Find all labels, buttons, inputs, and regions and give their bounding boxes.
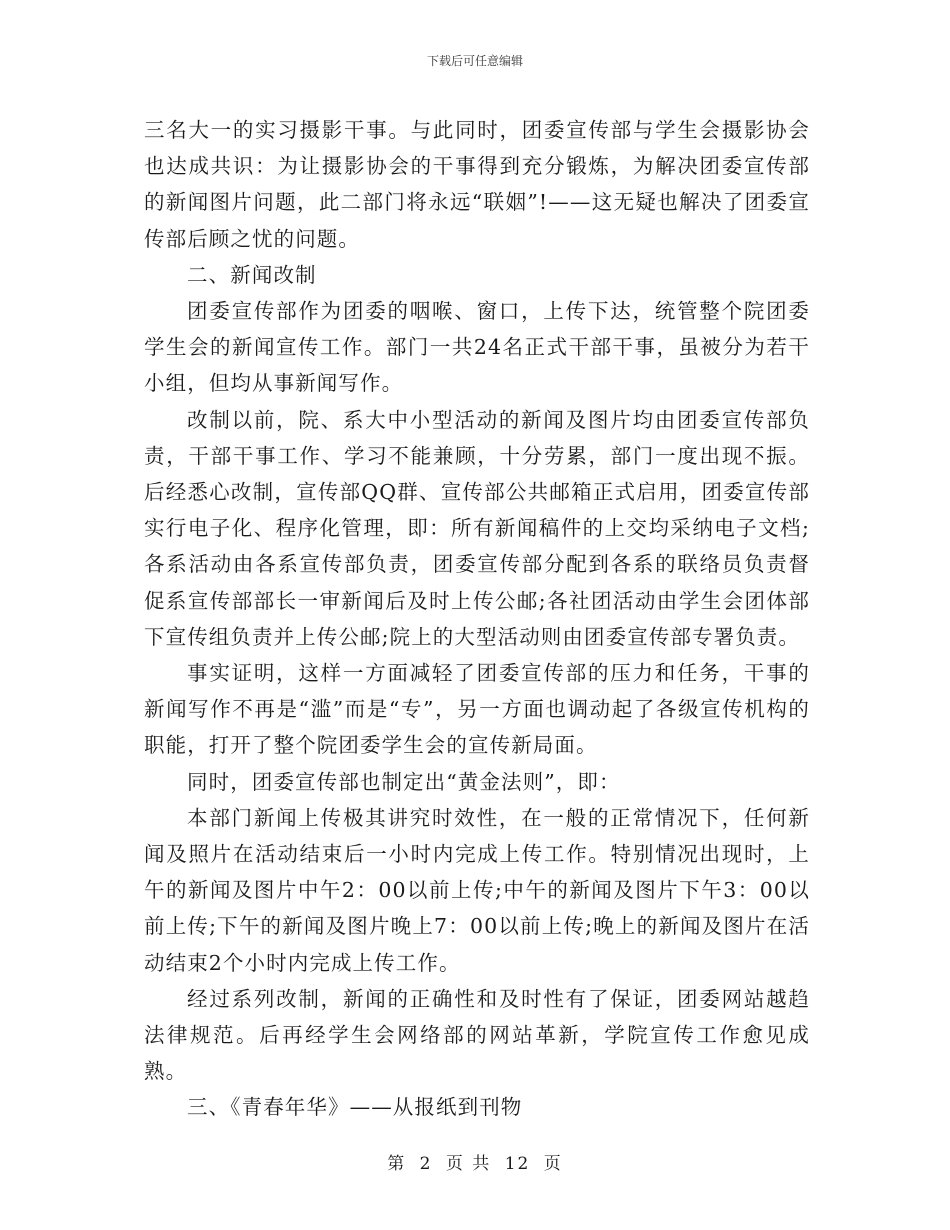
paragraph-4: 改制以前，院、系大中小型活动的新闻及图片均由团委宣传部负责，干部干事工作、学习不能兼顾，十分劳累，部门一度出现不振。后经悉心改制，宣传部QQ群、宣传部公共邮箱正式启用，团委宣传部实行电子化、程序化管理，即：所有新闻稿件的上交均采纳电子文档;各系活动由各系宣传部负责，团委宣传部分配到各系的联络员负责督促系宣传部部长一审新闻后及时上传公邮;各社团活动由学生会团体部下宣传组负责并上传公邮;院上的大型活动则由团委宣传部专署负责。 bbox=[144, 407, 810, 649]
page-header bbox=[0, 54, 950, 68]
header-text: 下载后可任意编辑 bbox=[426, 54, 523, 68]
section-heading-youth-magazine: 三、《青春年华》——从报纸到刊物 bbox=[187, 1095, 523, 1120]
footer-suffix: 页 bbox=[543, 1154, 563, 1174]
paragraph-8: 经过系列改制，新闻的正确性和及时性有了保证，团委网站越趋法律规范。后再经学生会网络部的网站革新，学院宣传工作愈见成熟。 bbox=[144, 986, 810, 1084]
paragraph-1: 三名大一的实习摄影干事。与此同时，团委宣传部与学生会摄影协会也达成共识：为让摄影协会的干事得到充分锻炼，为解决团委宣传部的新闻图片问题，此二部门将永远“联姻”!——这无疑也解决了团委宣传部后顾之忧的问题。 bbox=[144, 118, 810, 251]
page-footer bbox=[0, 1154, 950, 1174]
paragraph-6: 同时，团委宣传部也制定出“黄金法则”，即： bbox=[187, 769, 621, 794]
paragraph-3: 团委宣传部作为团委的咽喉、窗口，上传下达，统管整个院团委学生会的新闻宣传工作。部门一共24名正式干部干事，虽被分为若干小组，但均从事新闻写作。 bbox=[144, 299, 810, 396]
paragraph-5: 事实证明，这样一方面减轻了团委宣传部的压力和任务，干事的新闻写作不再是“滥”而是“专”，另一方面也调动起了各级宣传机构的职能，打开了整个院团委学生会的宣传新局面。 bbox=[144, 661, 810, 758]
page-total: 12 bbox=[504, 1154, 531, 1174]
section-heading-news-reform: 二、新闻改制 bbox=[187, 262, 317, 287]
footer-middle: 页 共 bbox=[445, 1154, 492, 1174]
document-body bbox=[144, 112, 810, 1126]
page-number: 2 bbox=[419, 1154, 433, 1174]
paragraph-7: 本部门新闻上传极其讲究时效性，在一般的正常情况下，任何新闻及照片在活动结束后一小时内完成上传工作。特别情况出现时，上午的新闻及图片中午2：00以前上传;中午的新闻及图片下午3：00以前上传;下午的新闻及图片晚上7：00以前上传;晚上的新闻及图片在活动结束2个小时内完成上传工作。 bbox=[144, 805, 810, 975]
footer-prefix: 第 bbox=[387, 1154, 407, 1174]
